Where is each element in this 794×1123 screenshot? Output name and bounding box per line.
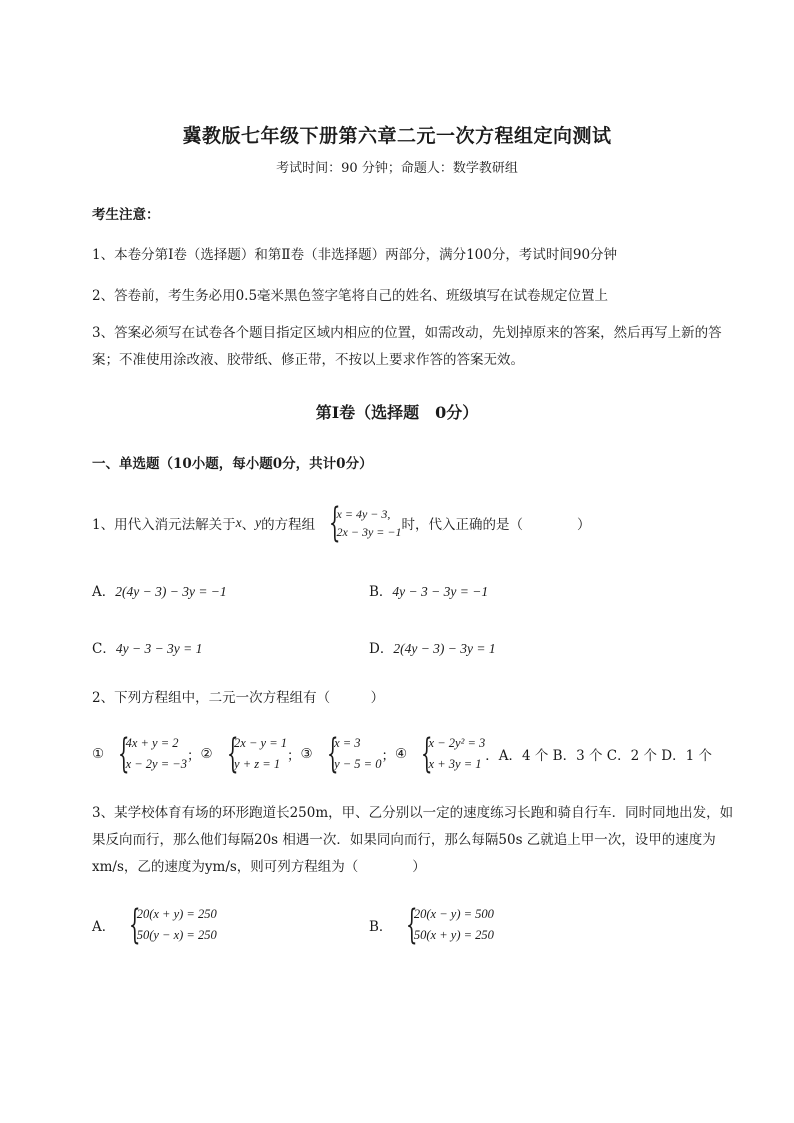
q3-b-system xyxy=(392,904,494,946)
q3-b-line-2: 50(x + y) = 250 xyxy=(413,928,494,942)
q1-var-x: x xyxy=(235,515,242,530)
q1-var-y: y xyxy=(255,515,262,530)
question-3-stem: 3、某学校体育有场的环形跑道长250m，甲、乙分别以一定的速度练习长跑和骑自行车．同时同地出发，如果反向而行，那么他们每隔20s 相遇一次．如果同向而行，那么每隔50s 乙就追上甲一次，设甲的速度为xm/s，乙的速度为ym/s，则可列方程组为（ ） xyxy=(92,805,734,875)
q1-option-c[interactable] xyxy=(92,637,202,657)
notice-item-3: 3、答案必须写在试卷各个题目指定区域内相应的位置，如需改动，先划掉原来的答案，然后再写上新的答案；不准使用涂改液、胶带纸、修正带，不按以上要求作答的答案无效。 xyxy=(92,325,722,368)
brace-icon: { xyxy=(129,902,141,948)
q2-item-3-sep: ； xyxy=(381,748,395,764)
notice-item-1: 1、本卷分第Ⅰ卷（选择题）和第Ⅱ卷（非选择题）两部分，满分100分，考试时间90分钟 xyxy=(92,247,618,263)
q2-s4-line-1: x − 2y² = 3 xyxy=(428,736,486,750)
q1-mid: 的方程组 xyxy=(261,517,316,533)
q2-item-2-sep: ； xyxy=(287,748,301,764)
q2-s1-line-1: 4x + y = 2 xyxy=(125,736,179,750)
brace-icon: { xyxy=(329,500,341,546)
q3-option-a[interactable] xyxy=(92,904,217,946)
q2-s3-line-1: x = 3 xyxy=(334,736,361,750)
q1-option-a[interactable] xyxy=(92,580,227,600)
page-title: 冀教版七年级下册第六章二元一次方程组定向测试 xyxy=(182,125,612,147)
q3-option-b[interactable] xyxy=(369,904,494,946)
q1-option-b[interactable] xyxy=(369,580,488,600)
option-label: C． xyxy=(92,641,116,657)
q1-sep: 、 xyxy=(241,517,256,533)
q2-item-1-sep: ； xyxy=(186,748,201,764)
brace-icon: { xyxy=(118,731,130,777)
q2-item-3-mark: ③ xyxy=(300,746,313,762)
q3-a-system xyxy=(115,904,217,946)
option-label: B． xyxy=(369,584,393,600)
q1-sys-line-2: 2x − 3y = −1 xyxy=(336,525,402,539)
q2-item-4-mark: ④ xyxy=(394,746,408,762)
q3-b-line-1: 20(x − y) = 500 xyxy=(413,907,494,921)
q3-a-line-2: 50(y − x) = 250 xyxy=(136,928,217,942)
option-label: B． xyxy=(369,919,393,935)
brace-icon: { xyxy=(326,731,339,777)
q3-a-line-1: 20(x + y) = 250 xyxy=(136,907,217,921)
notice-item-2: 2、答卷前，考生务必用0.5毫米黑色签字笔将自己的姓名、班级填写在试卷规定位置上 xyxy=(92,288,609,304)
notice-heading: 考生注意： xyxy=(92,207,160,223)
q1-system xyxy=(315,500,402,546)
option-label: D． xyxy=(369,641,394,657)
part-heading: 一、单选题（10小题，每小题0分，共计0分） xyxy=(92,456,373,472)
brace-icon: { xyxy=(421,731,433,777)
option-expr: 4y − 3 − 3y = −1 xyxy=(392,584,489,599)
q2-system-3 xyxy=(313,733,382,775)
q2-s1-line-2: x − 2y = −3 xyxy=(125,757,187,771)
option-label: A． xyxy=(92,919,116,935)
option-expr: 4y − 3 − 3y = 1 xyxy=(115,641,203,656)
q2-s2-line-2: y + z = 1 xyxy=(234,757,281,771)
exam-info: 考试时间：90 分钟；命题人：数学教研组 xyxy=(276,161,518,176)
section-title: 第Ⅰ卷（选择题 0分） xyxy=(315,403,479,422)
q1-option-d[interactable] xyxy=(369,637,496,657)
option-expr: 2(4y − 3) − 3y = −1 xyxy=(115,584,227,599)
q2-s2-line-1: 2x − y = 1 xyxy=(234,736,287,750)
option-expr: 2(4y − 3) − 3y = 1 xyxy=(393,641,496,656)
q1-prefix: 1、用代入消元法解关于 xyxy=(92,517,236,533)
q1-suffix: 时，代入正确的是（ ） xyxy=(401,517,591,533)
brace-icon: { xyxy=(406,902,418,948)
q2-s3-line-2: y − 5 = 0 xyxy=(334,757,382,771)
q1-sys-line-1: x = 4y − 3, xyxy=(336,507,391,521)
question-2-stem: 2、下列方程组中，二元一次方程组有（ ） xyxy=(92,690,385,706)
q2-s4-line-2: x + 3y = 1 xyxy=(428,757,482,771)
question-1 xyxy=(92,500,591,546)
q2-item-1-mark: ① xyxy=(92,746,105,762)
q2-system-1 xyxy=(104,733,187,775)
brace-icon: { xyxy=(226,731,239,777)
q2-system-2 xyxy=(213,733,287,775)
q2-item-2-mark: ② xyxy=(200,746,213,762)
q2-answers: ．A．4 个 B．3 个 C．2 个 D．1 个 xyxy=(485,748,712,764)
question-2-systems xyxy=(92,733,712,775)
option-label: A． xyxy=(92,584,116,600)
q2-system-4 xyxy=(407,733,485,775)
